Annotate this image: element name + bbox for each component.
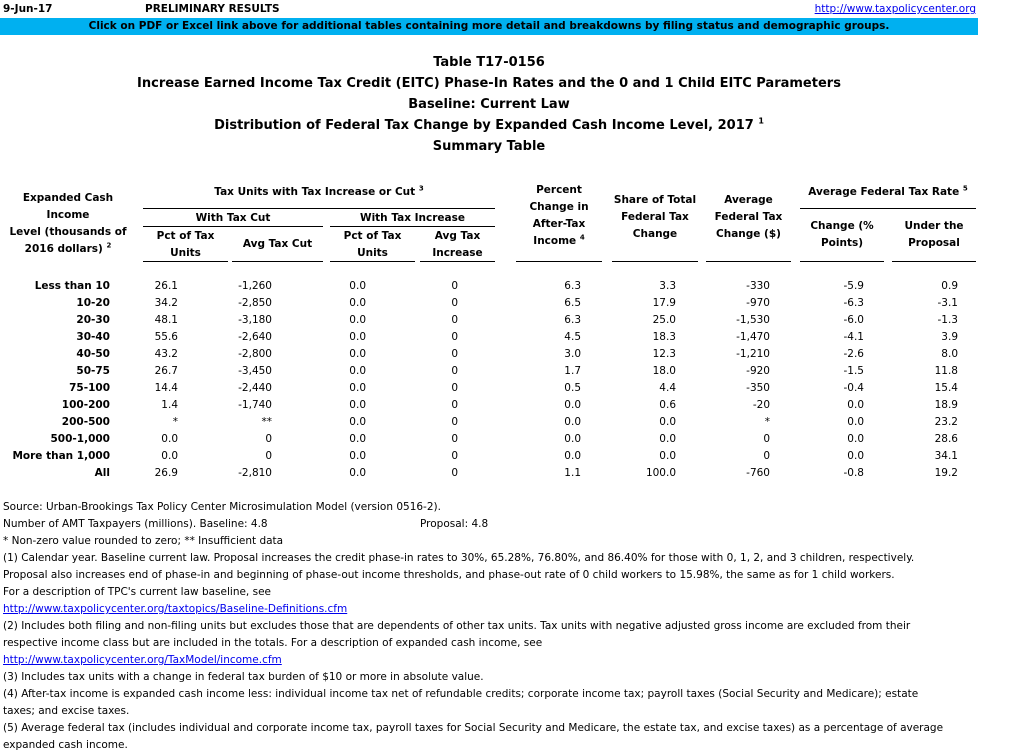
cell-pct-inc: 0.0 [349,314,366,326]
cell-pct-change: 1.7 [564,365,581,377]
cell-pct-change: 4.5 [564,331,581,343]
cell-avg-change: -1,210 [736,348,770,360]
cell-pct-inc: 0.0 [349,280,366,292]
table-row [0,380,978,397]
cell-avg-cut: -3,180 [238,314,272,326]
row-label: 75-100 [69,382,110,394]
table-row [0,312,978,329]
cell-avg-change: 0 [763,433,770,445]
cell-pct-change: 1.1 [564,467,581,479]
cell-pct-inc: 0.0 [349,331,366,343]
header-rule [420,261,495,262]
header-rule [516,261,602,262]
cell-pct-change: 0.0 [564,450,581,462]
note-4-cont: taxes; and excise taxes. [3,705,130,717]
share-header: Share of Total Federal Tax Change [613,194,697,240]
cell-rate-under: 18.9 [934,399,958,411]
cell-rate-change: -5.9 [843,280,864,292]
header-rule [232,261,323,262]
cell-avg-inc: 0 [451,280,458,292]
nonzero-note: * Non-zero value rounded to zero; ** Insufficient data [3,535,284,547]
cell-rate-change: -1.5 [843,365,864,377]
cell-pct-cut: 43.2 [154,348,178,360]
header-rule [800,208,976,209]
cell-pct-inc: 0.0 [349,399,366,411]
cell-avg-change: 0 [763,450,770,462]
avg-tax-increase-header: Avg Tax Increase [432,230,483,259]
cell-avg-inc: 0 [451,433,458,445]
cell-share: 18.3 [652,331,676,343]
cell-share: 12.3 [652,348,676,360]
row-label: 200-500 [61,416,110,428]
cell-pct-inc: 0.0 [349,450,366,462]
cell-rate-under: 8.0 [941,348,958,360]
cell-share: 0.0 [659,450,676,462]
header-rule [612,261,698,262]
cell-pct-change: 3.0 [564,348,581,360]
cell-avg-cut: -1,740 [238,399,272,411]
cell-avg-cut: -2,440 [238,382,272,394]
cell-rate-under: 0.9 [941,280,958,292]
cell-rate-under: -3.1 [937,297,958,309]
cell-rate-under: 28.6 [934,433,958,445]
cell-pct-change: 0.0 [564,399,581,411]
source-note: Source: Urban-Brookings Tax Policy Center Microsimulation Model (version 0516-2). [3,501,441,513]
cell-avg-cut: ** [261,416,272,428]
cell-rate-change: -6.0 [843,314,864,326]
table-row [0,329,978,346]
note-1-cont: Proposal also increases end of phase-in and beginning of phase-out income thresholds, and phase-out rate of 0 child workers to 15.98%, the same as for 1 child workers. [3,569,895,581]
cell-pct-change: 0.5 [564,382,581,394]
header-rule [143,226,323,227]
row-label: All [94,467,110,479]
cell-pct-change: 6.3 [564,314,581,326]
cell-pct-cut: 55.6 [154,331,178,343]
cell-avg-change: -330 [746,280,770,292]
cell-pct-inc: 0.0 [349,348,366,360]
row-label: 20-30 [76,314,110,326]
cell-avg-cut: -2,850 [238,297,272,309]
header-rule [143,261,228,262]
cell-rate-change: -0.4 [843,382,864,394]
tpc-home-link[interactable]: http://www.taxpolicycenter.org [814,3,976,15]
cell-pct-inc: 0.0 [349,297,366,309]
cell-share: 0.6 [659,399,676,411]
summary-title: Summary Table [432,139,546,154]
top-bar [0,0,1034,18]
cell-avg-inc: 0 [451,348,458,360]
header-rule [143,208,495,209]
row-label: 100-200 [61,399,110,411]
cell-avg-inc: 0 [451,450,458,462]
cell-avg-inc: 0 [451,331,458,343]
cell-avg-change: * [764,416,770,428]
table-titles [0,52,978,157]
row-label: 500-1,000 [50,433,110,445]
cell-share: 4.4 [659,382,676,394]
cell-rate-change: 0.0 [847,399,864,411]
report-date: 9-Jun-17 [3,3,53,15]
table-row [0,363,978,380]
cell-pct-cut: * [172,416,178,428]
cell-share: 0.0 [659,433,676,445]
cell-avg-change: -760 [746,467,770,479]
cell-rate-under: 11.8 [934,365,958,377]
tax-units-header: Tax Units with Tax Increase or Cut $^3$ [214,184,424,198]
preliminary-label: PRELIMINARY RESULTS [145,3,280,15]
cell-avg-inc: 0 [451,399,458,411]
cell-rate-change: -4.1 [843,331,864,343]
cell-avg-cut: -2,640 [238,331,272,343]
baseline-definitions-link[interactable]: http://www.taxpolicycenter.org/taxtopics/Baseline-Definitions.cfm [3,603,348,615]
cell-avg-cut: -3,450 [238,365,272,377]
cell-pct-inc: 0.0 [349,467,366,479]
cell-share: 17.9 [652,297,676,309]
pct-units-cut-header: Pct of Tax Units [156,230,215,259]
table-row [0,431,978,448]
cell-pct-cut: 48.1 [154,314,178,326]
cell-avg-cut: 0 [265,450,272,462]
cell-pct-cut: 26.7 [154,365,178,377]
pct-change-header: Percent Change in After-Tax Income $^4$ [529,184,589,247]
cell-avg-inc: 0 [451,382,458,394]
table-id: Table T17-0156 [433,55,545,70]
cell-pct-inc: 0.0 [349,433,366,445]
cell-pct-cut: 34.2 [154,297,178,309]
cell-pct-change: 6.5 [564,297,581,309]
info-banner: Click on PDF or Excel link above for additional tables containing more detail and breakdowns by filing status and demographic groups. [0,18,978,35]
cell-share: 3.3 [659,280,676,292]
cell-pct-inc: 0.0 [349,382,366,394]
cell-avg-inc: 0 [451,365,458,377]
pct-units-increase-header: Pct of Tax Units [343,230,402,259]
cell-avg-change: -1,530 [736,314,770,326]
avg-tax-cut-header: Avg Tax Cut [242,238,313,250]
cell-pct-cut: 0.0 [161,450,178,462]
table-title: Increase Earned Income Tax Credit (EITC) Phase-In Rates and the 0 and 1 Child EITC Parameters [137,76,841,91]
cell-rate-under: 34.1 [934,450,958,462]
cell-avg-change: -350 [746,382,770,394]
header-rule [330,261,415,262]
row-label: Less than 10 [34,280,110,292]
cell-pct-inc: 0.0 [349,365,366,377]
cell-avg-change: -970 [746,297,770,309]
row-label: 50-75 [76,365,110,377]
cell-avg-inc: 0 [451,416,458,428]
cell-rate-change: 0.0 [847,450,864,462]
row-label: 10-20 [76,297,110,309]
table-row [0,448,978,465]
row-label: 30-40 [76,331,110,343]
cell-avg-inc: 0 [451,297,458,309]
cell-avg-inc: 0 [451,467,458,479]
distribution-title: Distribution of Federal Tax Change by Expanded Cash Income Level, 2017 $^1$ [214,116,764,133]
cell-rate-under: 19.2 [934,467,958,479]
cell-rate-change: -0.8 [843,467,864,479]
header-rule [330,226,495,227]
cell-avg-change: -920 [746,365,770,377]
cell-rate-under: 3.9 [941,331,958,343]
header-rule [800,261,884,262]
cell-avg-cut: -2,800 [238,348,272,360]
note-5: (5) Average federal tax (includes individual and corporate income tax, payroll taxes for Social Security and Medicare, the estate tax, and excise taxes) as a percentage of average [3,722,944,734]
rate-under-header: Under the Proposal [904,220,964,249]
cell-avg-inc: 0 [451,314,458,326]
with-tax-increase-header: With Tax Increase [359,212,465,224]
cell-avg-cut: -2,810 [238,467,272,479]
cell-avg-cut: 0 [265,433,272,445]
row-label: More than 1,000 [12,450,110,462]
header-rule [892,261,976,262]
cell-pct-cut: 1.4 [161,399,178,411]
cell-pct-cut: 26.1 [154,280,178,292]
cell-rate-change: 0.0 [847,416,864,428]
note-1-cont: For a description of TPC's current law baseline, see [3,586,272,598]
cell-pct-cut: 0.0 [161,433,178,445]
cell-rate-under: 15.4 [934,382,958,394]
table-row [0,346,978,363]
cell-pct-change: 6.3 [564,280,581,292]
cell-share: 0.0 [659,416,676,428]
income-level-header: Expanded Cash Income Level (thousands of 2016 dollars) $^2$ [9,192,127,255]
table-row [0,465,978,482]
cell-share: 100.0 [645,467,676,479]
cell-pct-change: 0.0 [564,416,581,428]
table-row [0,295,978,312]
amt-note: Number of AMT Taxpayers (millions). Baseline: 4.8 Proposal: 4.8 [3,518,489,530]
avg-federal-change-header: Average Federal Tax Change ($) [714,194,783,240]
income-definition-link[interactable]: http://www.taxpolicycenter.org/TaxModel/income.cfm [3,654,282,666]
cell-rate-change: -2.6 [843,348,864,360]
cell-pct-change: 0.0 [564,433,581,445]
note-2-cont: respective income class but are included in the totals. For a description of expanded cash income, see [3,637,543,649]
note-5-cont: expanded cash income. [3,739,128,751]
table-row [0,414,978,431]
cell-rate-change: -6.3 [843,297,864,309]
note-3: (3) Includes tax units with a change in federal tax burden of $10 or more in absolute value. [3,671,484,683]
cell-rate-under: 23.2 [934,416,958,428]
cell-share: 18.0 [652,365,676,377]
cell-pct-inc: 0.0 [349,416,366,428]
cell-pct-cut: 26.9 [154,467,178,479]
cell-rate-under: -1.3 [937,314,958,326]
baseline-title: Baseline: Current Law [408,97,570,112]
cell-avg-change: -20 [752,399,770,411]
cell-pct-cut: 14.4 [154,382,178,394]
rate-change-header: Change (% Points) [810,220,874,249]
cell-avg-change: -1,470 [736,331,770,343]
table-row [0,278,978,295]
avg-tax-rate-header: Average Federal Tax Rate $^5$ [808,184,968,198]
with-tax-cut-header: With Tax Cut [195,212,271,224]
cell-avg-cut: -1,260 [238,280,272,292]
footnotes [3,499,978,754]
table-row [0,397,978,414]
cell-share: 25.0 [652,314,676,326]
header-rule [706,261,791,262]
note-4: (4) After-tax income is expanded cash income less: individual income tax net of refundable credits; corporate income tax; payroll taxes (Social Security and Medicare); estate [3,688,919,700]
note-1: (1) Calendar year. Baseline current law. Proposal increases the credit phase-in rates to 30%, 65.28%, 76.80%, and 86.40% for those with 0, 1, 2, and 3 children, respectively. [3,552,915,564]
row-label: 40-50 [76,348,110,360]
note-2: (2) Includes both filing and non-filing units but excludes those that are dependents of other tax units. Tax units with negative adjusted gross income are excluded from their [3,620,911,632]
cell-rate-change: 0.0 [847,433,864,445]
